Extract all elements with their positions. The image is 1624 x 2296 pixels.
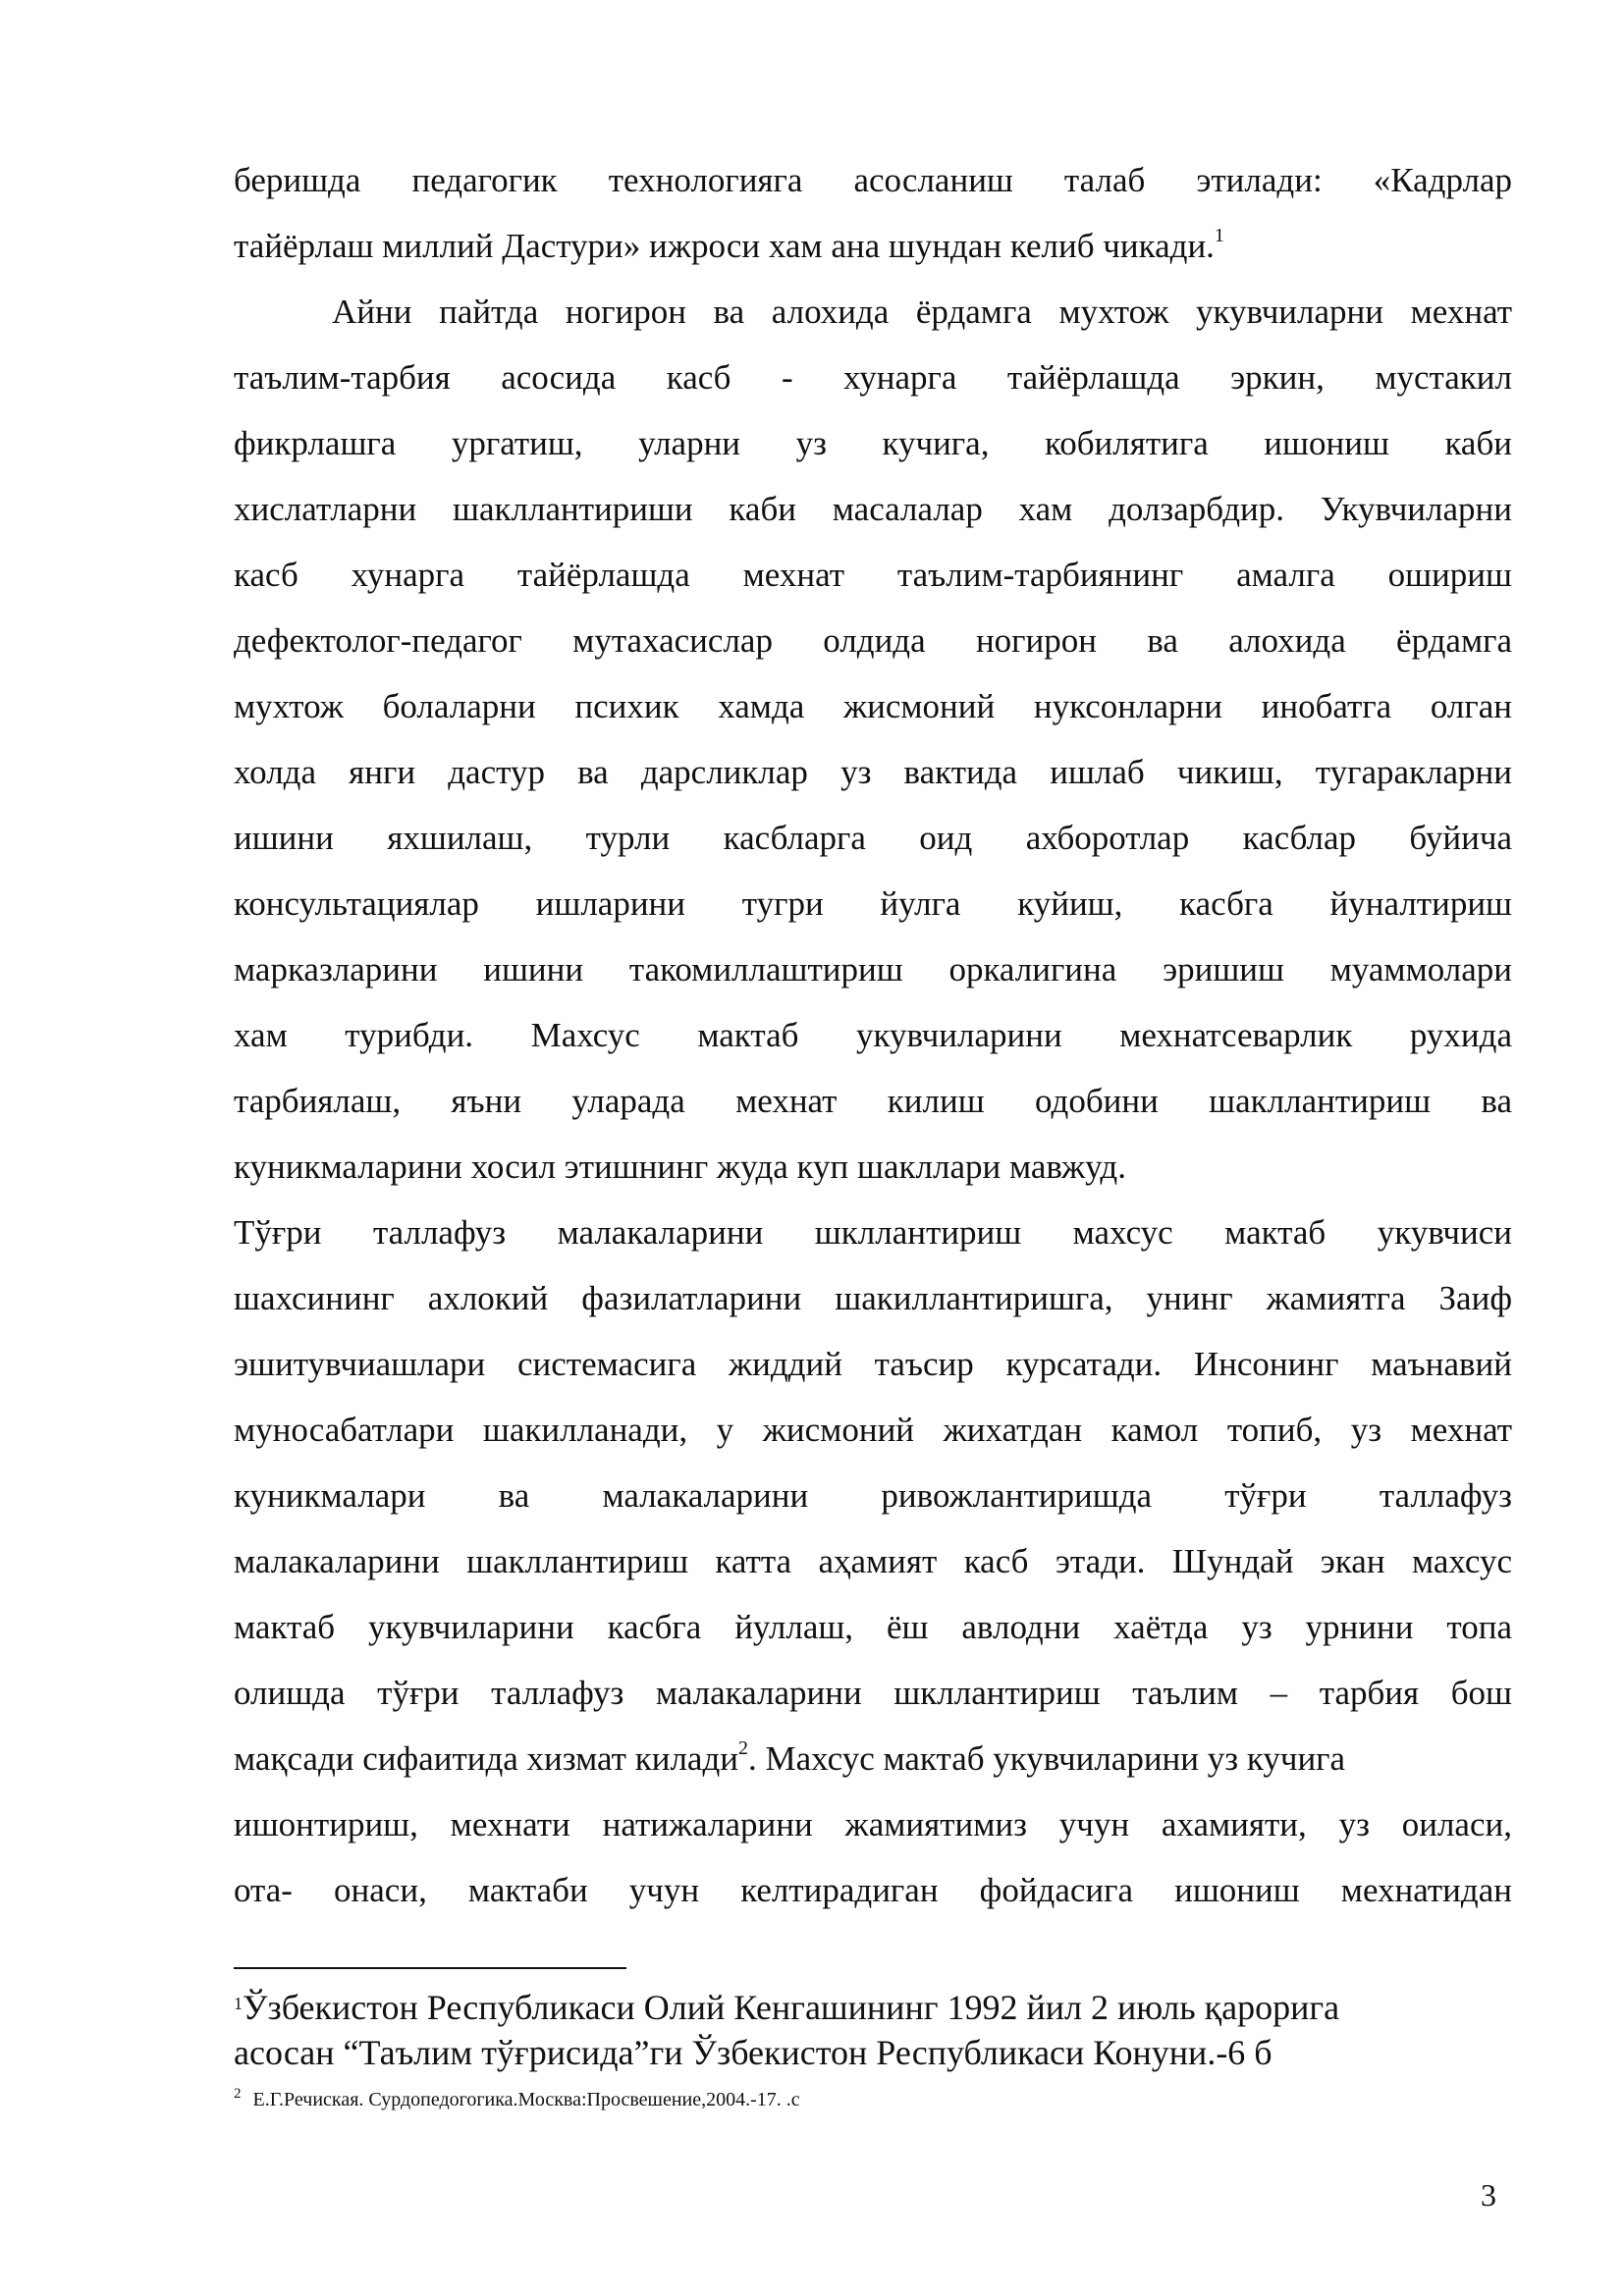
text-line: консультациялар ишларини тугри йулга куйиш, касбга йуналтириш xyxy=(234,884,1512,923)
footnote-2-text: Е.Г.Речиская. Сурдопедогогика.Москва:Просвешение,2004.-17. .с xyxy=(252,2089,800,2110)
footnote-1-line: $^1$Ўзбекистон Республикаси Олий Кенгашининг 1992 йил 2 июль қарорига xyxy=(234,1988,1340,2027)
text-line: куникмаларини хосил этишнинг жуда куп шакллари мавжуд. xyxy=(234,1148,1126,1186)
text-line: мақсади сифаитида хизмат килади$^2$. Махсус мактаб укувчиларини уз кучига xyxy=(234,1737,1346,1778)
text-line: куникмалари ва малакаларини ривожлантиришда тўғри таллафуз xyxy=(234,1476,1512,1515)
text-line: холда янги дастур ва дарсликлар уз вактида ишлаб чикиш, тугаракларни xyxy=(234,753,1512,791)
footnote-number: 1 xyxy=(234,1994,243,2013)
text-line: беришда педагогик технологияга асосланиш талаб этилади: «Кадрлар xyxy=(234,161,1512,199)
text-line: мухтож болаларни психик хамда жисмоний нуксонларни инобатга олган xyxy=(234,687,1512,725)
text-line: хислатларни шакллантириши каби масалалар хам долзарбдир. Укувчиларни xyxy=(234,490,1512,528)
text-line: фикрлашга ургатиш, уларни уз кучига, кобилятига ишониш каби xyxy=(234,424,1512,462)
footnote-1 xyxy=(234,1985,1530,2075)
text-line: таълим-тарбия асосида касб - хунарга тайёрлашда эркин, мустакил xyxy=(234,358,1512,397)
text-line: шахсининг ахлокий фазилатларини шакиллантиришга, унинг жамиятга Заиф xyxy=(234,1279,1512,1317)
text-line: ишини яхшилаш, турли касбларга оид ахборотлар касблар буйича xyxy=(234,819,1512,857)
page-number: 3 xyxy=(1481,2177,1496,2213)
footnote-1-line: асосан “Таълим тўғрисида”ги Ўзбекистон Республикаси Конуни.-6 б xyxy=(234,2033,1272,2072)
text-line: муносабатлари шакилланади, у жисмоний жихатдан камол топиб, уз мехнат xyxy=(234,1411,1512,1449)
text-line: Айни пайтда ногирон ва алохида ёрдамга мухтож укувчиларни мехнат xyxy=(332,293,1512,331)
body-text xyxy=(234,147,1512,1923)
text-line: малакаларини шакллантириш катта аҳамият касб этади. Шундай экан махсус xyxy=(234,1542,1512,1580)
text-line: эшитувчиашлари системасига жиддий таъсир курсатади. Инсонинг маънавий xyxy=(234,1345,1512,1383)
text-line: касб хунарга тайёрлашда мехнат таълим-тарбиянинг амалга ошириш xyxy=(234,556,1512,594)
text-line: тайёрлаш миллий Дастури» ижроси хам ана шундан келиб чикади.$^1$ xyxy=(234,225,1224,265)
text-line: ишонтириш, мехнати натижаларини жамиятимиз учун ахамияти, уз оиласи, xyxy=(234,1805,1512,1843)
footnote-2 xyxy=(234,2086,1530,2113)
text-line: олишда тўғри таллафуз малакаларини шкллантириш таълим – тарбия бош xyxy=(234,1674,1512,1712)
text-line: Тўғри таллафуз малакаларини шкллантириш махсус мактаб укувчиси xyxy=(234,1213,1512,1252)
text-line: мактаб укувчиларини касбга йуллаш, ёш авлодни хаётда уз урнини топа xyxy=(234,1608,1512,1646)
text-line: хам турибди. Махсус мактаб укувчиларини мехнатсеварлик рухида xyxy=(234,1016,1512,1054)
footnote-mark: 1 xyxy=(1214,225,1224,246)
text-line: тарбиялаш, яъни уларада мехнат килиш одобини шакллантириш ва xyxy=(234,1082,1512,1120)
text-line: марказларини ишини такомиллаштириш оркалигина эришиш муаммолари xyxy=(234,950,1512,988)
footnote-separator xyxy=(234,1967,626,1969)
footnote-number: 2 xyxy=(234,2086,242,2102)
text-line: дефектолог-педагог мутахасислар олдида ногирон ва алохида ёрдамга xyxy=(234,621,1512,660)
footnote-mark: 2 xyxy=(737,1737,748,1759)
text-line: ота- онаси, мактаби учун келтирадиган фойдасига ишониш мехнатидан xyxy=(234,1871,1512,1909)
